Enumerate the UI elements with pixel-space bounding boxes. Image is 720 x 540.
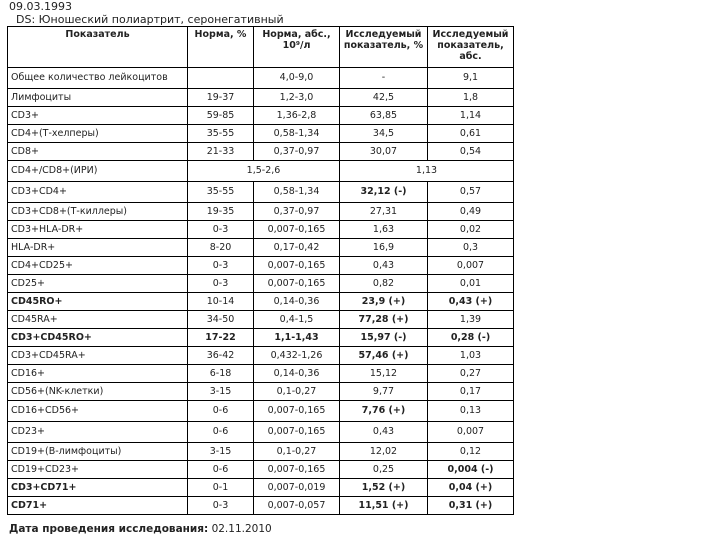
row-norm-abs: 0,37-0,97 (254, 143, 340, 161)
table-row (8, 68, 514, 89)
table-row (8, 275, 514, 293)
row-value-pct: 0,25 (340, 461, 428, 479)
row-value-abs: 1,8 (428, 89, 514, 107)
row-value-abs: 0,12 (428, 443, 514, 461)
row-value-abs: 1,03 (428, 347, 514, 365)
row-norm-abs: 0,17-0,42 (254, 239, 340, 257)
row-name: CD3+HLA-DR+ (8, 221, 188, 239)
row-value-abs: 0,02 (428, 221, 514, 239)
table-header-row (8, 27, 514, 68)
row-norm-pct (188, 68, 254, 89)
row-name: CD4+/CD8+(ИРИ) (8, 161, 188, 182)
row-norm-abs: 0,007-0,165 (254, 461, 340, 479)
row-name: CD45RO+ (8, 293, 188, 311)
row-name: CD16+CD56+ (8, 401, 188, 422)
row-value-abs: 0,31 (+) (428, 497, 514, 515)
row-norm-pct: 8-20 (188, 239, 254, 257)
row-value-pct: 0,82 (340, 275, 428, 293)
row-value-abs: 0,007 (428, 257, 514, 275)
column-header-norm-abs: Норма, абс., 10⁹/л (254, 27, 340, 68)
column-header-value-pct: Исследуемый показатель, % (340, 27, 428, 68)
row-norm-pct: 19-35 (188, 203, 254, 221)
row-norm-pct: 0-1 (188, 479, 254, 497)
row-value-abs: 0,01 (428, 275, 514, 293)
row-norm-pct: 17-22 (188, 329, 254, 347)
row-norm-abs: 0,007-0,165 (254, 257, 340, 275)
row-norm-abs: 0,007-0,165 (254, 422, 340, 443)
row-value-pct: 63,85 (340, 107, 428, 125)
row-norm-abs: 0,37-0,97 (254, 203, 340, 221)
row-norm-abs: 4,0-9,0 (254, 68, 340, 89)
row-norm-pct: 0-3 (188, 221, 254, 239)
row-value-abs: 9,1 (428, 68, 514, 89)
row-name: CD45RA+ (8, 311, 188, 329)
row-name: HLA-DR+ (8, 239, 188, 257)
row-norm-pct: 3-15 (188, 443, 254, 461)
row-value-pct: 1,52 (+) (340, 479, 428, 497)
row-name: CD4+CD25+ (8, 257, 188, 275)
row-value-pct: 57,46 (+) (340, 347, 428, 365)
row-value-pct: 7,76 (+) (340, 401, 428, 422)
patient-birth-date: 09.03.1993 (9, 0, 72, 13)
row-name: Лимфоциты (8, 89, 188, 107)
row-value-abs: 0,57 (428, 182, 514, 203)
row-value-abs: 0,27 (428, 365, 514, 383)
row-norm-pct: 36-42 (188, 347, 254, 365)
row-norm-merged: 1,5-2,6 (188, 161, 340, 182)
row-name: CD71+ (8, 497, 188, 515)
table-row (8, 293, 514, 311)
row-name: CD8+ (8, 143, 188, 161)
row-value-abs: 1,14 (428, 107, 514, 125)
row-name: CD3+CD71+ (8, 479, 188, 497)
row-norm-abs: 0,432-1,26 (254, 347, 340, 365)
row-value-abs: 1,39 (428, 311, 514, 329)
table-row (8, 329, 514, 347)
row-name: CD3+ (8, 107, 188, 125)
row-name: CD3+CD8+(Т-киллеры) (8, 203, 188, 221)
row-norm-pct: 6-18 (188, 365, 254, 383)
row-name: CD19+CD23+ (8, 461, 188, 479)
row-value-pct: 0,43 (340, 257, 428, 275)
row-value-pct: 9,77 (340, 383, 428, 401)
row-norm-pct: 0-6 (188, 422, 254, 443)
row-norm-abs: 1,36-2,8 (254, 107, 340, 125)
column-header-indicator: Показатель (8, 27, 188, 68)
column-header-value-abs: Исследуемый показатель, абс. (428, 27, 514, 68)
row-norm-abs: 0,1-0,27 (254, 383, 340, 401)
row-norm-abs: 0,007-0,165 (254, 221, 340, 239)
row-norm-pct: 35-55 (188, 125, 254, 143)
table-row-ratio (8, 161, 514, 182)
row-norm-abs: 0,007-0,165 (254, 275, 340, 293)
row-norm-abs: 0,007-0,057 (254, 497, 340, 515)
table-row (8, 383, 514, 401)
row-name: CD4+(Т-хелперы) (8, 125, 188, 143)
row-norm-pct: 0-6 (188, 461, 254, 479)
table-row (8, 443, 514, 461)
table-row (8, 107, 514, 125)
row-norm-pct: 34-50 (188, 311, 254, 329)
row-value-pct: 32,12 (-) (340, 182, 428, 203)
table-row (8, 311, 514, 329)
row-name: CD19+(В-лимфоциты) (8, 443, 188, 461)
table-row (8, 125, 514, 143)
row-name: Общее количество лейкоцитов (8, 68, 188, 89)
row-name: CD3+CD45RO+ (8, 329, 188, 347)
row-value-abs: 0,13 (428, 401, 514, 422)
table-row (8, 401, 514, 422)
row-value-abs: 0,28 (-) (428, 329, 514, 347)
row-value-pct: 42,5 (340, 89, 428, 107)
row-value-pct: 30,07 (340, 143, 428, 161)
row-value-pct: 0,43 (340, 422, 428, 443)
row-norm-abs: 0,007-0,019 (254, 479, 340, 497)
row-value-pct: 15,12 (340, 365, 428, 383)
study-date-value: 02.11.2010 (211, 523, 272, 535)
row-norm-pct: 35-55 (188, 182, 254, 203)
row-norm-pct: 0-6 (188, 401, 254, 422)
row-value-pct: - (340, 68, 428, 89)
table-row (8, 143, 514, 161)
row-norm-pct: 3-15 (188, 383, 254, 401)
row-norm-pct: 21-33 (188, 143, 254, 161)
row-norm-abs: 1,1-1,43 (254, 329, 340, 347)
row-norm-abs: 0,007-0,165 (254, 401, 340, 422)
table-row (8, 479, 514, 497)
study-date-footer (9, 523, 272, 536)
study-date-label: Дата проведения исследования: (9, 523, 209, 535)
row-name: CD3+CD4+ (8, 182, 188, 203)
row-value-abs: 0,43 (+) (428, 293, 514, 311)
row-value-pct: 27,31 (340, 203, 428, 221)
row-value-abs: 0,007 (428, 422, 514, 443)
row-norm-pct: 0-3 (188, 497, 254, 515)
row-norm-abs: 0,58-1,34 (254, 125, 340, 143)
row-norm-abs: 0,14-0,36 (254, 365, 340, 383)
table-row (8, 365, 514, 383)
row-norm-pct: 19-37 (188, 89, 254, 107)
row-norm-abs: 1,2-3,0 (254, 89, 340, 107)
row-norm-abs: 0,58-1,34 (254, 182, 340, 203)
row-norm-pct: 0-3 (188, 275, 254, 293)
row-value-abs: 0,17 (428, 383, 514, 401)
diagnosis-line: DS: Юношеский полиартрит, серонегативный (16, 13, 284, 26)
row-value-abs: 0,3 (428, 239, 514, 257)
table-row (8, 257, 514, 275)
table-row (8, 221, 514, 239)
row-norm-pct: 10-14 (188, 293, 254, 311)
row-value-pct: 34,5 (340, 125, 428, 143)
row-value-pct: 12,02 (340, 443, 428, 461)
row-value-abs: 0,04 (+) (428, 479, 514, 497)
row-norm-abs: 0,4-1,5 (254, 311, 340, 329)
row-name: CD25+ (8, 275, 188, 293)
table-row (8, 89, 514, 107)
row-name: CD3+CD45RA+ (8, 347, 188, 365)
row-name: CD16+ (8, 365, 188, 383)
table-row (8, 239, 514, 257)
table-row (8, 182, 514, 203)
row-name: CD56+(NK-клетки) (8, 383, 188, 401)
row-value-abs: 0,004 (-) (428, 461, 514, 479)
row-value-pct: 77,28 (+) (340, 311, 428, 329)
row-name: CD23+ (8, 422, 188, 443)
row-value-pct: 23,9 (+) (340, 293, 428, 311)
row-value-merged: 1,13 (340, 161, 514, 182)
table-row (8, 497, 514, 515)
row-value-pct: 16,9 (340, 239, 428, 257)
table-row (8, 461, 514, 479)
row-value-pct: 11,51 (+) (340, 497, 428, 515)
row-norm-pct: 59-85 (188, 107, 254, 125)
row-norm-pct: 0-3 (188, 257, 254, 275)
row-norm-abs: 0,1-0,27 (254, 443, 340, 461)
row-value-pct: 15,97 (-) (340, 329, 428, 347)
row-value-pct: 1,63 (340, 221, 428, 239)
row-value-abs: 0,49 (428, 203, 514, 221)
row-value-abs: 0,54 (428, 143, 514, 161)
row-norm-abs: 0,14-0,36 (254, 293, 340, 311)
row-value-abs: 0,61 (428, 125, 514, 143)
table-row (8, 203, 514, 221)
column-header-norm-pct: Норма, % (188, 27, 254, 68)
immunogram-table (7, 26, 514, 515)
table-row (8, 422, 514, 443)
table-row (8, 347, 514, 365)
